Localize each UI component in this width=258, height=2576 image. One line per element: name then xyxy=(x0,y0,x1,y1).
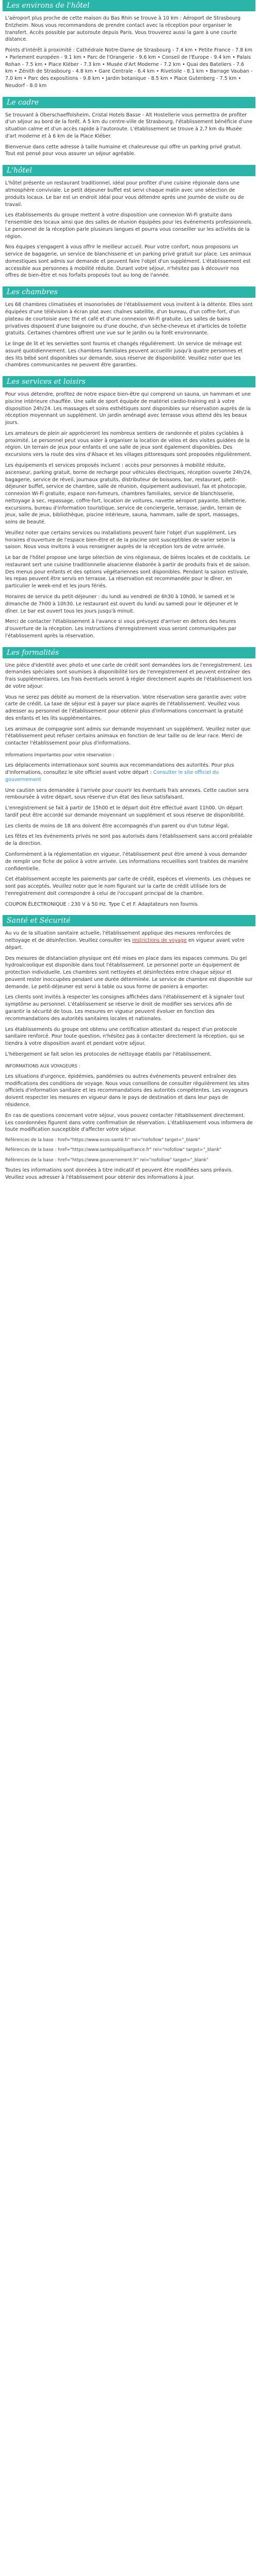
paragraph: L'hébergement se fait selon les protocoles de nettoyage établis par l'établissement. xyxy=(5,1051,212,1057)
footer-note: Toutes les informations sont données à titre indicatif et peuvent être modifiées sans préavis. Veuillez vous adresser à l'établissement pour obtenir des informations à jour. xyxy=(5,1167,233,1180)
paragraph: Une pièce d'identité avec photo et une carte de crédit sont demandées lors de l'enregistrement. Les demandes spéciales sont soumises à disponibilité lors de l'enregistrement et peuvent entraîner des frais supplémentaires. Les frais éventuels seront à régler directement auprès de l'établissement lors de votre séjour. xyxy=(5,662,252,689)
section-header-cadre: Le cadre xyxy=(3,97,255,108)
section-hotel xyxy=(3,165,255,279)
section-chambres xyxy=(3,286,255,369)
paragraph xyxy=(5,930,253,951)
reference-code: Références de la base : href="https://www.ecos-santé.fr" rel="nofollow" target="_blank" xyxy=(5,1138,200,1143)
section-services xyxy=(3,376,255,640)
hotel-description-page xyxy=(0,0,258,1189)
paragraph: Vous ne serez pas débité au moment de la réservation. Votre réservation sera garantie avec votre carte de crédit. La taxe de séjour est à payer sur place auprès de l'établissement. Veuillez vous adresser au personnel de l'établissement pour obtenir plus d'informations concernant la gratuité des enfants et les lits supplémentaires. xyxy=(5,694,247,721)
paragraph: Nos équipes s'engagent à vous offrir le meilleur accueil. Pour votre confort, nous proposons un service de bagagerie, un service de blanchisserie et un parking privé gratuit sur place. Les animaux domestiques sont admis sur demande et peuvent faire l'objet d'un supplément. L'établissement est accessible aux personnes à mobilité réduite. Durant votre séjour, n'hésitez pas à découvrir nos offres de bien-être et nos forfaits proposés tout au long de l'année. xyxy=(5,244,251,279)
section-body-formalites xyxy=(3,662,255,908)
paragraph: Pour vous détendre, profitez de notre espace bien-être qui comprend un sauna, un hammam et une piscine intérieure chauffée. Une salle de sport équipée de matériel cardio-training est à votre disposition 24h/24. Les massages et soins esthétiques sont disponibles sur réservation auprès de la réception moyennant un supplément. Un jardin aménagé avec terrasse vous attend dès les beaux jours. xyxy=(5,392,251,426)
paragraph: Les situations d'urgence, épidémies, pandémies ou autres événements peuvent entraîner des modifications des conditions de voyage. Nous vous conseillons de consulter régulièrement les sites officiels d'information sanitaire et les recommandations des autorités compétentes. Les voyageurs doivent respecter les mesures en vigueur dans le pays de destination et dans leur pays de résidence. xyxy=(5,1073,250,1108)
paragraph: Cet établissement accepte les paiements par carte de crédit, espèces et virements. Les chèques ne sont pas acceptés. Veuillez noter que le nom figurant sur la carte de crédit utilisée lors de l'enregistrement doit correspondre à celui de l'occupant principal de la chambre. xyxy=(5,876,251,896)
link-intro-text: Les déplacements internationaux sont soumis aux recommandations des autorités. Pour plus d'informations, consultez le site officiel avant votre départ : xyxy=(5,762,234,776)
section-body-chambres xyxy=(3,301,255,369)
paragraph: Veuillez noter que certains services ou installations peuvent faire l'objet d'un supplément. Les horaires d'ouverture de l'espace bien-être et de la piscine sont susceptibles de varier selon la saison. Nous vous invitons à vous renseigner auprès de la réception lors de votre arrivée. xyxy=(5,530,236,550)
section-header-chambres: Les chambres xyxy=(3,286,255,298)
government-site-link[interactable]: Consulter le site officiel du gouvernement xyxy=(5,770,219,783)
paragraph: Conformément à la réglementation en vigueur, l'établissement peut être amené à vous demander de remplir une fiche de police à votre arrivée. Les informations recueillies sont traitées de manière confidentielle. xyxy=(5,851,248,872)
paragraph: L'aéroport plus proche de cette maison du Bas Rhin se trouve à 10 km : Aéroport de Strasbourg Entzheim. Nous vous recommandons de prendre contact avec la réception pour organiser le transfert. Accès possible par autoroute depuis Paris. Vous trouverez aussi la gare à une courte distance. xyxy=(5,15,240,43)
reference-code: Références de la base : href="https://www.santepubliquefrance.fr" rel="nofollow" target="_blank" xyxy=(5,1147,222,1153)
section-body-cadre xyxy=(3,112,255,158)
section-header-formalites: Les formalités xyxy=(3,647,255,658)
section-header-hotel: L'hôtel xyxy=(3,165,255,176)
paragraph: L'hôtel présente un restaurant traditionnel, idéal pour profiter d'une cuisine régionale dans une atmosphère conviviale. Le petit déjeuner buffet est servi chaque matin avec une sélection de produits locaux. Le bar est un endroit idéal pour vous détendre après une journée de visite ou de travail. xyxy=(5,180,244,208)
travel-restrictions-link[interactable]: restrictions de voyage xyxy=(132,938,187,944)
list-item: L'enregistrement se fait à partir de 15h00 et le départ doit être effectué avant 11h00. Un départ tardif peut être accordé sur demande moyennant un supplément et sous réserve de disponibilité. xyxy=(5,805,245,818)
list-item: Les fêtes et les événements privés ne sont pas autorisés dans l'établissement sans accord préalable de la direction. xyxy=(5,834,253,847)
section-header-environs: Les environs de l'hôtel xyxy=(3,0,255,11)
section-header-services: Les services et loisirs xyxy=(3,376,255,387)
list-item: Une caution sera demandée à l'arrivée pour couvrir les éventuels frais annexes. Cette caution sera remboursée à votre départ, sous réserve d'un état des lieux satisfaisant. xyxy=(5,787,249,801)
paragraph: Horaires de service du petit-déjeuner : du lundi au vendredi de 6h30 à 10h00, le samedi et le dimanche de 7h00 à 10h30. Le restaurant est ouvert du lundi au samedi pour le déjeuner et le dîner. Le bar est ouvert tous les jours jusqu'à minuit. xyxy=(5,594,238,614)
paragraph: Les 68 chambres climatisées et insonorisées de l'établissement vous invitent à la détente. Elles sont équipées d'une télévision à écran plat avec chaînes satellite, d'un bureau, d'un coffre-fort, d'un plateau de courtoisie avec thé et café et d'une connexion Wi-Fi gratuite. Les salles de bains privatives disposent d'une baignoire ou d'une douche, d'un sèche-cheveux et d'articles de toilette gratuits. Certaines chambres offrent une vue sur le jardin ou la forêt environnante. xyxy=(5,302,253,336)
paragraph: Les établissements du groupe ont obtenu une certification attestant du respect d'un protocole sanitaire renforcé. Pour toute question, n'hésitez pas à contacter directement la réception, qui se tiendra à votre disposition avant et pendant votre séjour. xyxy=(5,1026,245,1047)
paragraph: Se trouvant à Oberschaeffolsheim, Cristal Hotels Basse - Alt Hostellerie vous permettra de profiter d'un séjour au bord de la forêt. À 5 km du centre-ville de Strasbourg, l'établissement bénéficie d'une situation calme et d'un accès rapide à l'autoroute. L'établissement se trouve à 2,7 km du Musée d'art moderne et à 6 km de la Place Kléber. xyxy=(5,112,253,139)
section-header-sante: Santé et Sécurité xyxy=(3,915,255,926)
paragraph xyxy=(5,762,253,783)
paragraph: Le linge de lit et les serviettes sont fournis et changés régulièrement. Un service de ménage est assuré quotidiennement. Les chambres familiales peuvent accueillir jusqu'à quatre personnes et des lits bébé sont disponibles sur demande, sous réserve de disponibilité. Veuillez noter que les chambres communicantes ne peuvent être garanties. xyxy=(5,341,243,368)
section-body-hotel xyxy=(3,180,255,279)
section-sante xyxy=(3,915,255,1181)
paragraph: Merci de contacter l'établissement à l'avance si vous prévoyez d'arriver en dehors des heures d'ouverture de la réception. Les instructions d'enregistrement vous seront communiquées par l'établissement après la réservation. xyxy=(5,619,236,639)
paragraph: En cas de questions concernant votre séjour, vous pouvez contacter l'établissement directement. Les coordonnées figurent dans votre confirmation de réservation. L'établissement vous informera de toute modification susceptible d'affecter votre séjour. xyxy=(5,1112,253,1133)
reference-code: Références de la base : href="https://www.gouvernement.fr" rel="nofollow" target="_blank" xyxy=(5,1157,209,1163)
travelers-info-heading: INFORMATIONS AUX VOYAGEURS : xyxy=(5,1063,80,1069)
paragraph: Les clients sont invités à respecter les consignes affichées dans l'établissement et à signaler tout symptôme au personnel. L'établissement se réserve le droit de modifier ses services afin de garantir la sécurité de tous. Les mesures en vigueur peuvent évoluer en fonction des recommandations des autorités sanitaires locales et nationales. xyxy=(5,994,245,1022)
paragraph: Les équipements et services proposés incluent : accès pour personnes à mobilité réduite, ascenseur, parking gratuit, borne de recharge pour véhicules électriques, réception ouverte 24h/24, bagagerie, service de réveil, journaux gratuits, distributeur de boissons, bar, restaurant, petit-déjeuner buffet, service de chambre, salle de réunion, équipement audiovisuel, fax et photocopie, connexion Wi-Fi gratuite, espace non-fumeurs, chambres familiales, service de blanchisserie, nettoyage à sec, repassage, coffre-fort, location de voitures, navette aéroport payante, billetterie, excursions, bureau d'information touristique, service de conciergerie, terrasse, jardin, terrain de jeux, salle de jeux, bibliothèque, piscine intérieure, sauna, hammam, salle de sport, massages, soins de beauté. xyxy=(5,462,252,526)
section-formalites xyxy=(3,647,255,908)
paragraph: Les amateurs de plein air apprécieront les nombreux sentiers de randonnée et pistes cyclables à proximité. Le personnel peut vous aider à organiser la location de vélos et des visites guidées de la région. Un terrain de jeux pour enfants et une salle de jeux sont également disponibles. Des excursions vers la route des vins d'Alsace et les villages pittoresques sont proposées régulièrement. xyxy=(5,430,252,458)
info-heading: Informations importantes pour votre réservation : xyxy=(5,753,115,758)
section-body-environs xyxy=(3,15,255,90)
paragraph: Points d'intérêt à proximité : Cathédrale Notre-Dame de Strasbourg - 7.4 km • Petite France - 7.8 km • Parlement européen - 9.1 km • Parc de l'Orangerie - 9.6 km • Conseil de l'Europe - 9.4 km • Palais Rohan - 7.5 km • Place Kléber - 7.3 km • Musée d'Art Moderne - 7.2 km • Quai des Bateliers - 7.6 km • Zénith de Strasbourg - 4.8 km • Gare Centrale - 6.4 km • Rivetoile - 8.1 km • Barrage Vauban - 7.0 km • Parc des expositions - 9.8 km • Jardin botanique - 8.5 km • Place Gutenberg - 7.5 km • Neudorf - 8.0 km xyxy=(5,47,253,89)
paragraph: Bienvenue dans cette adresse à taille humaine et chaleureuse qui offre un parking privé gratuit. Tout est pensé pour vous assurer un séjour agréable. xyxy=(5,144,242,157)
paragraph: Les établissements du groupe mettent à votre disposition une connexion Wi-Fi gratuite dans l'ensemble des locaux ainsi que des salles de réunion équipées pour les événements professionnels. Le personnel de la réception parle plusieurs langues et pourra vous conseiller sur les activités de la région. xyxy=(5,212,253,240)
section-environs xyxy=(3,0,255,90)
paragraph: Le bar de l'hôtel propose une large sélection de vins régionaux, de bières locales et de cocktails. Le restaurant sert une cuisine traditionnelle alsacienne élaborée à partir de produits frais et de saison. Des menus pour enfants et des options végétariennes sont disponibles. Pendant la saison estivale, les repas peuvent être servis en terrasse. La réservation est recommandée pour le dîner, en particulier le week-end et les jours fériés. xyxy=(5,555,251,589)
section-body-services xyxy=(3,391,255,640)
section-cadre xyxy=(3,97,255,158)
sante-intro-tail: en vigueur avant votre départ. xyxy=(5,938,245,951)
sante-intro-text: Au vu de la situation sanitaire actuelle, l'établissement applique des mesures renforcées de nettoyage et de désinfection. Veuillez consulter les xyxy=(5,930,231,944)
list-item: Les clients de moins de 18 ans doivent être accompagnés d'un parent ou d'un tuteur légal. xyxy=(5,823,229,829)
paragraph: Des mesures de distanciation physique ont été mises en place dans les espaces communs. Du gel hydroalcoolique est disponible dans tout l'établissement. Le personnel porte un équipement de protection individuelle. Les chambres sont nettoyées et désinfectées entre chaque séjour et peuvent rester inoccupées pendant une durée déterminée. Le service de chambre est disponible sur demande. Le petit-déjeuner est servi à table ou sous forme de paniers à emporter. xyxy=(5,955,253,990)
section-body-sante xyxy=(3,930,255,1181)
electric-info: COUPON ÉLECTRONIQUE : 230 V à 50 Hz. Type C et F. Adaptateurs non fournis. xyxy=(5,901,199,907)
paragraph: Les animaux de compagnie sont admis sur demande moyennant un supplément. Veuillez noter que l'établissement peut refuser certains animaux en fonction de leur taille ou de leur race. Merci de contacter l'établissement pour plus d'informations. xyxy=(5,726,250,747)
